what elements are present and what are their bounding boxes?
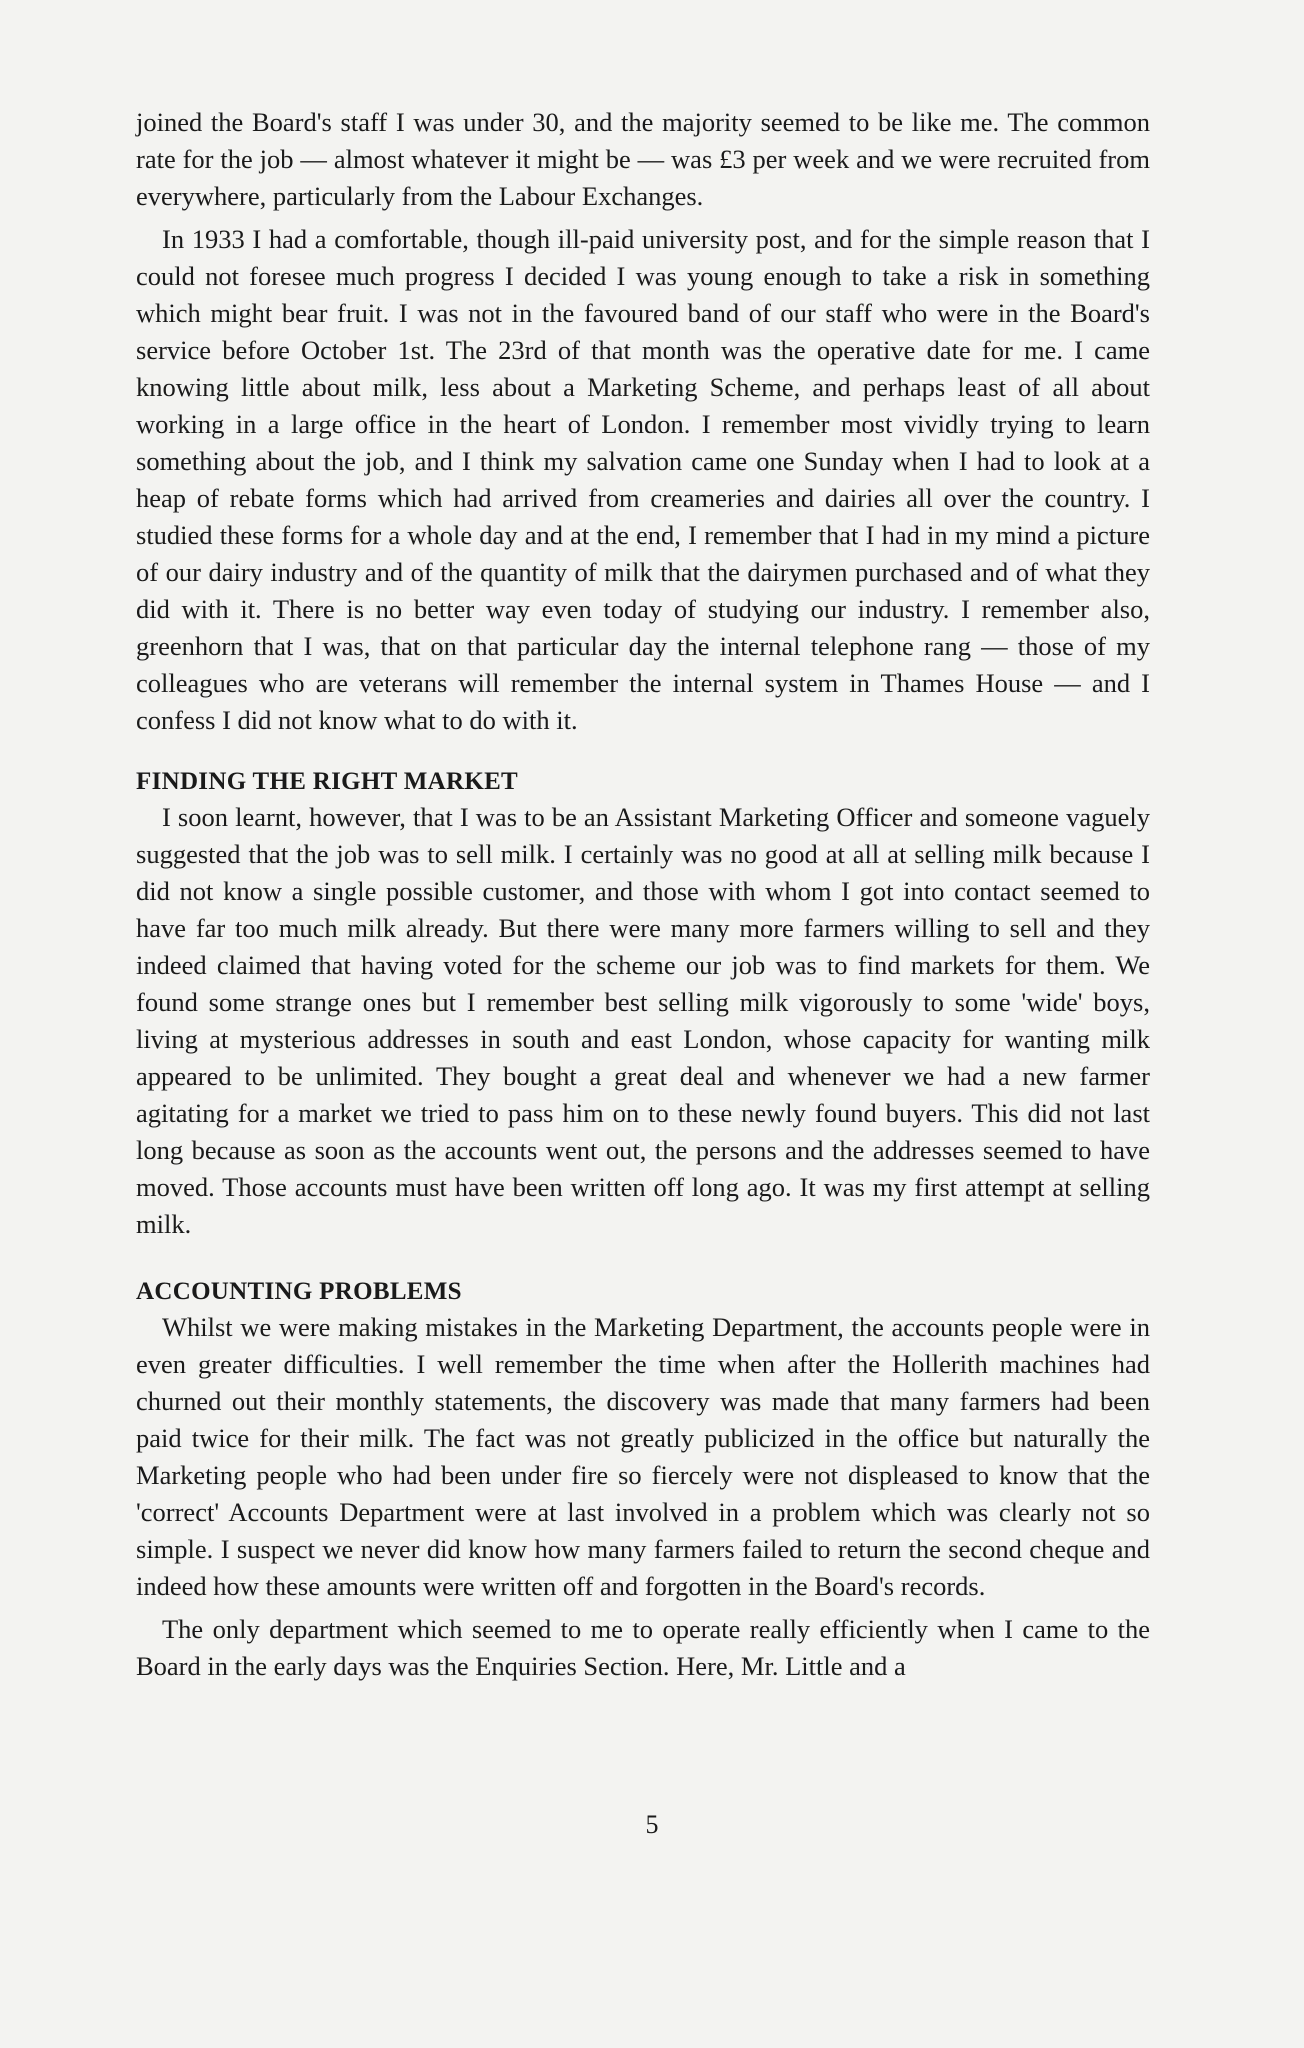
section-heading-accounting: ACCOUNTING PROBLEMS: [136, 1278, 462, 1305]
paragraph-5: The only department which seemed to me to operate really efficiently when I came to the Board in the early days was the Enquiries Section. Here, Mr. Little and a: [136, 1614, 1150, 1681]
paragraph-4: Whilst we were making mistakes in the Marketing Department, the accounts people were in even greater difficulties. I well remember the time when after the Hollerith machines had churned out their monthly statements, the discovery was made that many farmers had been paid twice for their milk. The fact was not greatly publicized in the office but naturally the Marketing people who had been under fire so fiercely were not displeased to know that the 'correct' Accounts Department were at last involved in a problem which was clearly not so simple. I suspect we never did know how many farmers failed to return the second cheque and indeed how these amounts were written off and forgotten in the Board's records.: [136, 1312, 1150, 1601]
paragraph-1: joined the Board's staff I was under 30, and the majority seemed to be like me. The common rate for the job — almost whatever it might be — was £3 per week and we were recruited from everywhere, particularly from the Labour Exchanges.: [136, 107, 1150, 211]
paragraph-3: I soon learnt, however, that I was to be an Assistant Marketing Officer and someone vaguely suggested that the job was to sell milk. I certainly was no good at all at selling milk because I did not know a single possible customer, and those with whom I got into contact seemed to have far too much milk already. But there were many more farmers willing to sell and they indeed claimed that having voted for the scheme our job was to find markets for them. We found some strange ones but I remember best selling milk vigorously to some 'wide' boys, living at mysterious addresses in south and east London, whose capacity for wanting milk appeared to be unlimited. They bought a great deal and whenever we had a new farmer agitating for a market we tried to pass him on to these newly found buyers. This did not last long because as soon as the accounts went out, the persons and the addresses seemed to have moved. Those accounts must have been written off long ago. It was my first attempt at selling milk.: [136, 802, 1150, 1239]
section-heading-finding-market: FINDING THE RIGHT MARKET: [136, 768, 519, 795]
page-body: [136, 104, 1150, 1685]
paragraph-2: In 1933 I had a comfortable, though ill-paid university post, and for the simple reason that I could not foresee much progress I decided I was young enough to take a risk in something which might bear fruit. I was not in the favoured band of our staff who were in the Board's service before October 1st. The 23rd of that month was the operative date for me. I came knowing little about milk, less about a Marketing Scheme, and perhaps least of all about working in a large office in the heart of London. I remember most vividly trying to learn something about the job, and I think my salvation came one Sunday when I had to look at a heap of rebate forms which had arrived from creameries and dairies all over the country. I studied these forms for a whole day and at the end, I remember that I had in my mind a picture of our dairy industry and of the quantity of milk that the dairymen purchased and of what they did with it. There is no better way even today of studying our industry. I remember also, greenhorn that I was, that on that particular day the internal telephone rang — those of my colleagues who are veterans will remember the internal system in Thames House — and I confess I did not know what to do with it.: [136, 224, 1150, 735]
page-number: 5: [645, 1810, 659, 1839]
